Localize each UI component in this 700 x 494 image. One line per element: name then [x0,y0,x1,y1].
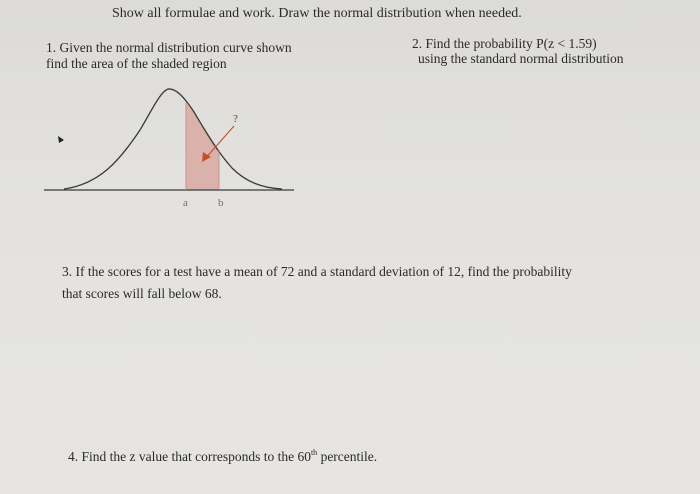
question-4-suffix: percentile. [317,449,378,464]
question-2-line-2: using the standard normal distribution [418,51,624,66]
question-1-line-1: 1. Given the normal distribution curve shown [46,40,292,55]
question-4 [68,449,377,465]
question-2-line-1: 2. Find the probability P(z < 1.59) [412,36,597,51]
shaded-region [186,103,219,190]
question-4-prefix: 4. Find the z value that corresponds to the 60 [68,449,311,464]
pen-mark [58,136,64,143]
question-3-line-1: 3. If the scores for a test have a mean of 72 and a standard deviation of 12, find the probability [62,264,572,279]
unknown-label: ? [233,113,238,125]
question-3-line-2: that scores will fall below 68. [62,286,222,301]
label-b: b [218,197,224,209]
question-4-superscript: th [310,448,318,457]
question-1-line-2: find the area of the shaded region [46,56,227,71]
label-a: a [183,197,188,209]
page-title: Show all formulae and work. Draw the normal distribution when needed. [112,6,522,21]
bell-curve [64,89,282,189]
